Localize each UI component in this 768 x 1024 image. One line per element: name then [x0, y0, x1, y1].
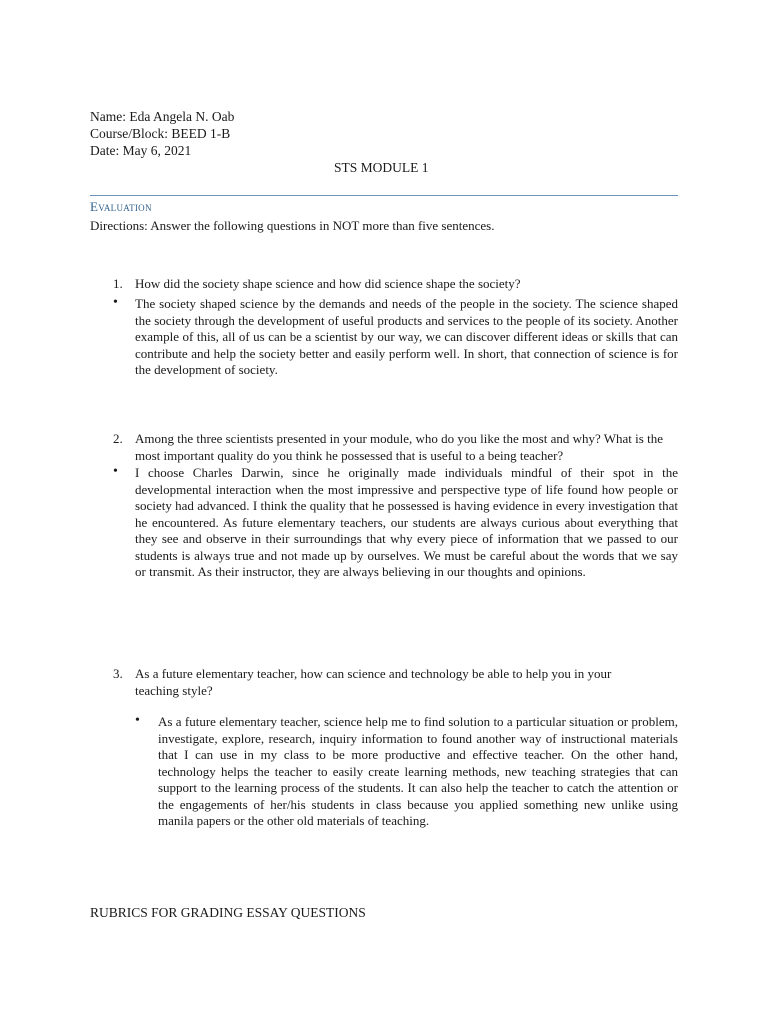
bullet-icon: •: [135, 713, 140, 728]
question-number: 2.: [113, 431, 123, 446]
bullet-icon: •: [113, 295, 118, 310]
rubrics-heading: RUBRICS FOR GRADING ESSAY QUESTIONS: [90, 905, 366, 920]
question-text: As a future elementary teacher, how can science and technology be able to help you in your teaching style?: [135, 666, 612, 698]
question-text: How did the society shape science and how did science shape the society?: [135, 276, 521, 291]
date: Date: May 6, 2021: [90, 143, 192, 158]
module-title: STS MODULE 1: [334, 160, 429, 175]
question-number: 3.: [113, 666, 123, 681]
directions: Directions: Answer the following questions in NOT more than five sentences.: [90, 218, 495, 233]
question-text: Among the three scientists presented in your module, who do you like the most and why? What is the most important quality do you think he possessed that is useful to a being teacher?: [135, 431, 663, 463]
answer-text: I choose Charles Darwin, since he originally made individuals mindful of their spot in the developmental interaction when the most impressive and perspective type of life found how people or society had advanced. I think the quality that he possessed is having evidence in every investigation that he encountered. As future elementary teachers, our students are always curious about everything that they see and observe in their surroundings that why every piece of information that we passed to our students is always true and not made up by ourselves. We must be careful about the words that we say or transmit. As their instructor, they are always believing in our thoughts and opinions.: [135, 465, 678, 579]
heading-rule: [90, 195, 678, 196]
answer-text: The society shaped science by the demands and needs of the people in the society. The science shaped the society through the development of useful products and services to the people of its society. Another example of this, all of us can be a scientist by our way, we can discover different ideas or skills that can contribute and help the society better and easily perform well. In short, that connection of science is for the development of society.: [135, 296, 678, 377]
course-block: Course/Block: BEED 1-B: [90, 126, 231, 141]
student-name: Name: Eda Angela N. Oab: [90, 109, 235, 124]
section-heading: Evaluation: [90, 199, 152, 214]
answer-text: As a future elementary teacher, science help me to find solution to a particular situation or problem, investigate, explore, research, inquiry information to found another way of instructional materials that I can use in my class to be more productive and effective teacher. On the other hand, technology helps the teacher to easily create learning methods, new teaching strategies that can support to the learning process of the students. It can also help the teacher to catch the attention or the engagements of her/his students in class because you applied something new unlike using manila papers or the other old materials of teaching.: [158, 714, 678, 828]
bullet-icon: •: [113, 464, 118, 479]
question-number: 1.: [113, 276, 123, 291]
